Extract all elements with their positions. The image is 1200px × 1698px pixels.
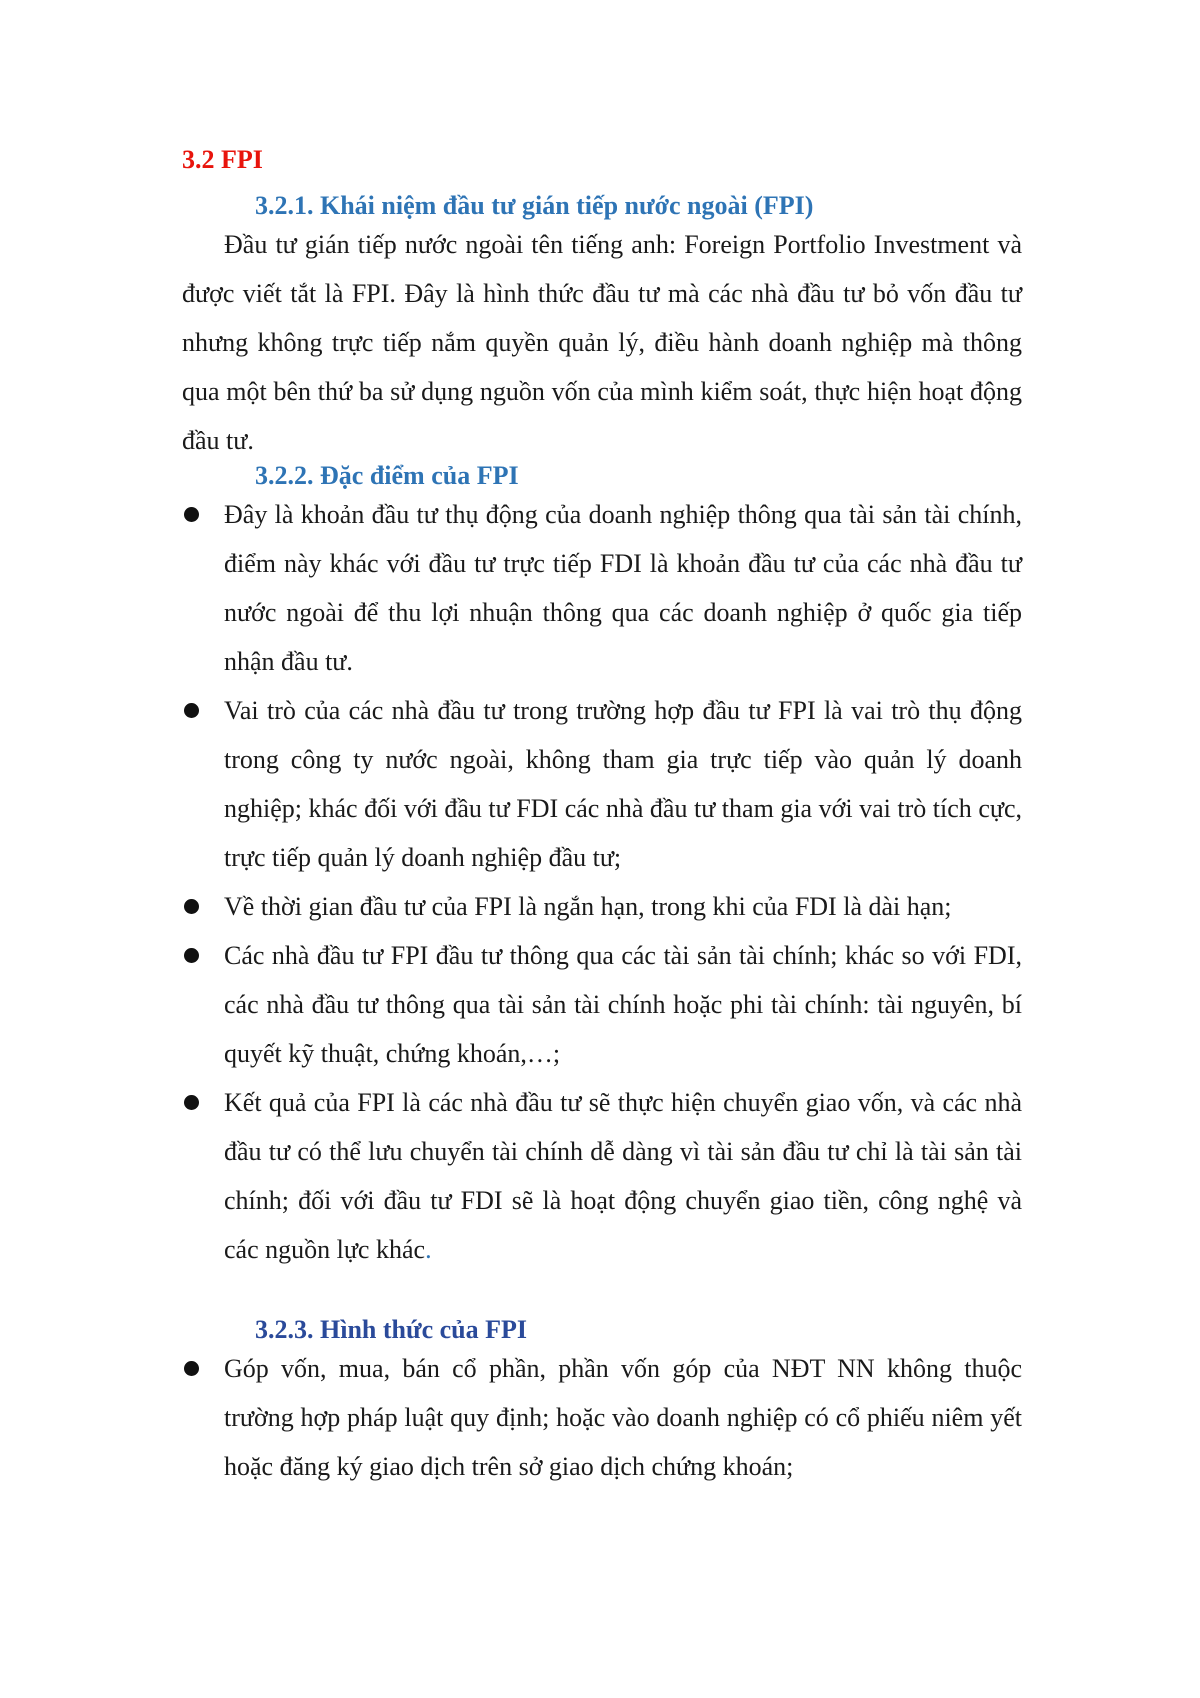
bullet-icon xyxy=(184,1361,199,1376)
bullet-icon xyxy=(184,948,199,963)
list-item xyxy=(182,882,1022,931)
section-title: 3.2 FPI xyxy=(182,145,263,174)
list-item-text: Đây là khoản đầu tư thụ động của doanh nghiệp thông qua tài sản tài chính, điểm này khác với đầu tư trực tiếp FDI là khoản đầu tư của các nhà đầu tư nước ngoài để thu lợi nhuận thông qua các doanh nghiệp ở quốc gia tiếp nhận đầu tư. xyxy=(224,500,1022,676)
subsection-heading-concept: 3.2.1. Khái niệm đầu tư gián tiếp nước ngoài (FPI) xyxy=(255,191,814,220)
bullet-icon xyxy=(184,899,199,914)
subsection-heading-forms: 3.2.3. Hình thức của FPI xyxy=(255,1315,528,1344)
bullet-icon xyxy=(184,703,199,718)
list-item xyxy=(182,686,1022,882)
concept-paragraph: Đầu tư gián tiếp nước ngoài tên tiếng anh: Foreign Portfolio Investment và được viết tắt là FPI. Đây là hình thức đầu tư mà các nhà đầu tư bỏ vốn đầu tư nhưng không trực tiếp nắm quyền quản lý, điều hành doanh nghiệp mà thông qua một bên thứ ba sử dụng nguồn vốn của mình kiểm soát, thực hiện hoạt động đầu tư. xyxy=(182,230,1022,455)
list-item-text: Các nhà đầu tư FPI đầu tư thông qua các tài sản tài chính; khác so với FDI, các nhà đầu tư thông qua tài sản tài chính hoặc phi tài chính: tài nguyên, bí quyết kỹ thuật, chứng khoán,…; xyxy=(224,941,1022,1068)
list-item xyxy=(182,1344,1022,1491)
bullet-icon xyxy=(184,507,199,522)
forms-list xyxy=(182,1344,1022,1491)
list-item-period: . xyxy=(425,1235,432,1264)
list-item-text: Vai trò của các nhà đầu tư trong trường hợp đầu tư FPI là vai trò thụ động trong công ty nước ngoài, không tham gia trực tiếp vào quản lý doanh nghiệp; khác đối với đầu tư FDI các nhà đầu tư tham gia với vai trò tích cực, trực tiếp quản lý doanh nghiệp đầu tư; xyxy=(224,696,1022,872)
bullet-icon xyxy=(184,1095,199,1110)
list-item-text: Về thời gian đầu tư của FPI là ngắn hạn, trong khi của FDI là dài hạn; xyxy=(224,892,952,921)
list-item xyxy=(182,1078,1022,1274)
list-item xyxy=(182,490,1022,686)
list-item-text: Kết quả của FPI là các nhà đầu tư sẽ thực hiện chuyển giao vốn, và các nhà đầu tư có thể lưu chuyển tài chính dễ dàng vì tài sản đầu tư chỉ là tài sản tài chính; đối với đầu tư FDI sẽ là hoạt động chuyển giao tiền, công nghệ và các nguồn lực khác xyxy=(224,1088,1022,1264)
list-item xyxy=(182,931,1022,1078)
subsection-heading-characteristics: 3.2.2. Đặc điểm của FPI xyxy=(255,461,519,490)
characteristics-list xyxy=(182,490,1022,1274)
list-item-text: Góp vốn, mua, bán cổ phần, phần vốn góp của NĐT NN không thuộc trường hợp pháp luật quy định; hoặc vào doanh nghiệp có cổ phiếu niêm yết hoặc đăng ký giao dịch trên sở giao dịch chứng khoán; xyxy=(224,1354,1022,1481)
